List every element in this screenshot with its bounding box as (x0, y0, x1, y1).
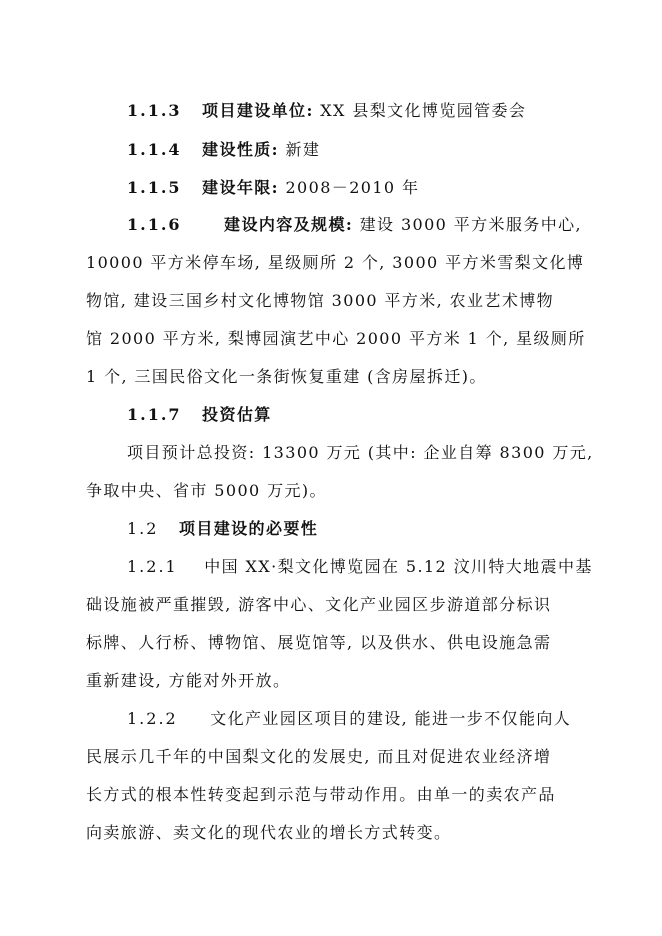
section-number: 1.1.5 (127, 178, 182, 197)
paragraph-line: 重新建设, 方能对外开放。 (86, 671, 291, 690)
section-text: 2008－2010 年 (285, 178, 420, 197)
section-label: 建设年限: (202, 178, 279, 197)
section-1-2-1 (127, 556, 593, 578)
section-1-1-6 (127, 214, 582, 236)
section-label: 建设内容及规模: (224, 215, 354, 234)
paragraph-line: 馆 2000 平方米, 梨博园演艺中心 2000 平方米 1 个, 星级厕所 (86, 329, 586, 348)
section-1-1-5 (127, 177, 419, 199)
section-number: 1.2.2 (127, 709, 178, 728)
paragraph-line: 向卖旅游、卖文化的现代农业的增长方式转变。 (86, 823, 452, 842)
section-label: 项目建设的必要性 (178, 519, 319, 538)
section-1-2-2 (127, 708, 571, 730)
section-text-line: 中国 XX·梨文化博览园在 5.12 汶川特大地震中基 (204, 557, 593, 576)
section-1-2 (127, 518, 318, 540)
section-label: 项目建设单位: (202, 101, 314, 120)
section-number: 1.2 (127, 519, 159, 538)
section-number: 1.1.6 (127, 215, 182, 234)
section-1-1-3 (127, 100, 526, 122)
paragraph-line: 长方式的根本性转变起到示范与带动作用。由单一的卖农产品 (86, 785, 556, 804)
paragraph-line: 项目预计总投资: 13300 万元 (其中: 企业自筹 8300 万元, (127, 443, 594, 462)
section-text: 新建 (285, 140, 321, 159)
paragraph-line: 争取中央、省市 5000 万元)。 (86, 481, 327, 500)
paragraph-line: 物馆, 建设三国乡村文化博物馆 3000 平方米, 农业艺术博物 (86, 291, 555, 310)
section-text: XX 县梨文化博览园管委会 (320, 101, 527, 120)
section-number: 1.1.7 (127, 405, 182, 424)
section-label: 建设性质: (202, 140, 279, 159)
paragraph-line: 10000 平方米停车场, 星级厕所 2 个, 3000 平方米雪梨文化博 (86, 253, 585, 272)
section-number: 1.2.1 (127, 557, 178, 576)
paragraph-line: 1 个, 三国民俗文化一条街恢复重建 (含房屋拆迁)。 (86, 367, 487, 386)
paragraph-line: 础设施被严重摧毁, 游客中心、文化产业园区步游道部分标识 (86, 595, 552, 614)
section-text-line: 文化产业园区项目的建设, 能进一步不仅能向人 (210, 709, 572, 728)
paragraph-line: 民展示几千年的中国梨文化的发展史, 而且对促进农业经济增 (86, 747, 552, 766)
section-label: 投资估算 (202, 405, 272, 424)
section-1-1-4 (127, 139, 320, 161)
section-text-line: 建设 3000 平方米服务中心, (359, 215, 583, 234)
paragraph-line: 标牌、人行桥、博物馆、展览馆等, 以及供水、供电设施急需 (86, 633, 552, 652)
section-1-1-7 (127, 404, 272, 426)
section-number: 1.1.3 (127, 101, 182, 120)
section-number: 1.1.4 (127, 140, 182, 159)
